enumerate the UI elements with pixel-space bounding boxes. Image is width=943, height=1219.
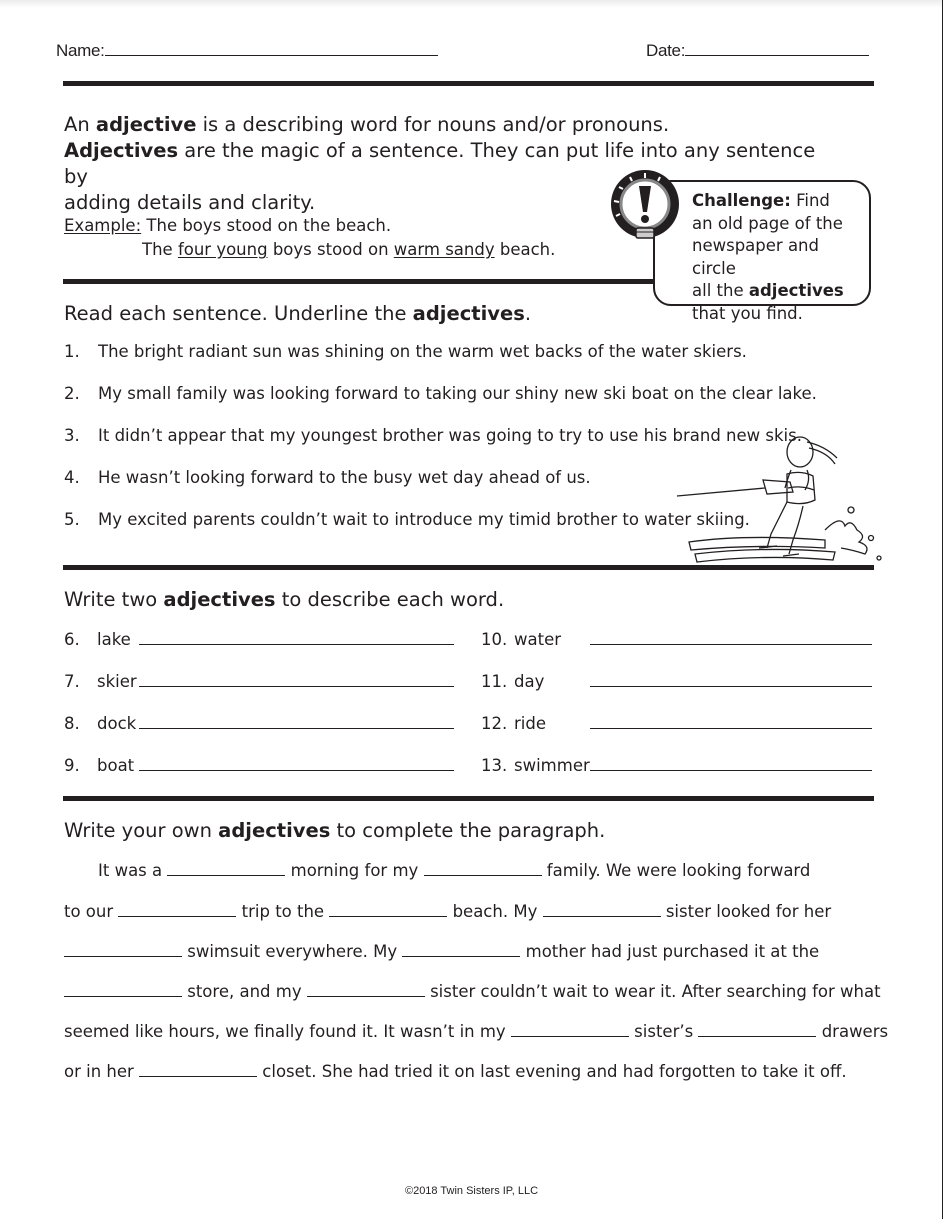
date-label: Date: [646, 41, 686, 60]
answer-blank[interactable] [167, 875, 285, 876]
answer-blank[interactable] [511, 1036, 629, 1037]
list-item: 2. My small family was looking forward to taking our shiny new ski boat on the clear lake. [64, 384, 817, 403]
lightbulb-exclamation-icon [608, 168, 682, 252]
paragraph-line: seemed like hours, we finally found it. It wasn’t in my sister’s drawers [64, 1022, 889, 1041]
name-field[interactable] [56, 41, 438, 61]
answer-blank[interactable] [402, 956, 520, 957]
answer-blank[interactable] [139, 1076, 257, 1077]
word-item: 7. skier [64, 672, 454, 691]
copyright-footer: ©2018 Twin Sisters IP, LLC [404, 1185, 539, 1197]
paragraph-line: store, and my sister couldn’t wait to wear it. After searching for what [64, 982, 881, 1001]
answer-blank[interactable] [590, 770, 872, 771]
word-item: 13. swimmer [481, 756, 872, 775]
divider [63, 796, 874, 801]
answer-blank[interactable] [543, 916, 661, 917]
answer-blank[interactable] [118, 916, 236, 917]
answer-blank[interactable] [424, 875, 542, 876]
answer-blank[interactable] [590, 728, 872, 729]
answer-blank[interactable] [590, 686, 872, 687]
answer-blank[interactable] [329, 916, 447, 917]
paragraph-line: It was a morning for my family. We were looking forward [98, 861, 811, 880]
answer-blank[interactable] [139, 728, 454, 729]
list-item: 1. The bright radiant sun was shining on the warm wet backs of the water skiers. [64, 342, 747, 361]
answer-blank[interactable] [64, 956, 182, 957]
challenge-title: Challenge: [692, 191, 791, 210]
section3-title: Write your own adjectives to complete the paragraph. [64, 819, 606, 842]
word-item: 9. boat [64, 756, 454, 775]
word-item: 11. day [481, 672, 872, 691]
divider [63, 279, 663, 284]
list-item: 4. He wasn’t looking forward to the busy wet day ahead of us. [64, 468, 591, 487]
word-item: 6. lake [64, 630, 454, 649]
answer-blank[interactable] [590, 644, 872, 645]
answer-blank[interactable] [307, 996, 425, 997]
example-block: Example: The boys stood on the beach. The four young boys stood on warm sandy beach. [64, 216, 556, 259]
divider [63, 81, 874, 86]
answer-blank[interactable] [139, 770, 454, 771]
answer-blank[interactable] [139, 644, 454, 645]
date-field[interactable] [646, 41, 869, 61]
paragraph-line: swimsuit everywhere. My mother had just purchased it at the [64, 942, 819, 961]
intro-definition: An adjective is a describing word for nouns and/or pronouns. Adjectives are the magic of a sentence. They can put life into any sentence by adding details and clarity. [64, 113, 816, 214]
challenge-text: Challenge: Find an old page of the newspaper and circle all the adjectives that you find. [692, 191, 844, 323]
list-item: 5. My excited parents couldn’t wait to introduce my timid brother to water skiing. [64, 510, 750, 529]
page-top-shadow [0, 0, 943, 8]
answer-blank[interactable] [139, 686, 454, 687]
answer-blank[interactable] [64, 996, 182, 997]
word-item: 12. ride [481, 714, 872, 733]
section1-title: Read each sentence. Underline the adjectives. [64, 302, 532, 325]
section2-title: Write two adjectives to describe each word. [64, 588, 505, 611]
word-item: 10. water [481, 630, 872, 649]
water-skier-illustration [675, 430, 885, 570]
list-item: 3. It didn’t appear that my youngest brother was going to try to use his brand new skis. [64, 426, 802, 445]
word-item: 8. dock [64, 714, 454, 733]
example-label: Example: [64, 216, 142, 235]
name-label: Name: [56, 41, 105, 60]
date-blank[interactable] [685, 55, 869, 56]
paragraph-line: or in her closet. She had tried it on last evening and had forgotten to take it off. [64, 1062, 847, 1081]
name-blank[interactable] [105, 55, 438, 56]
divider [63, 565, 874, 570]
paragraph-line: to our trip to the beach. My sister looked for her [64, 902, 832, 921]
answer-blank[interactable] [698, 1036, 816, 1037]
